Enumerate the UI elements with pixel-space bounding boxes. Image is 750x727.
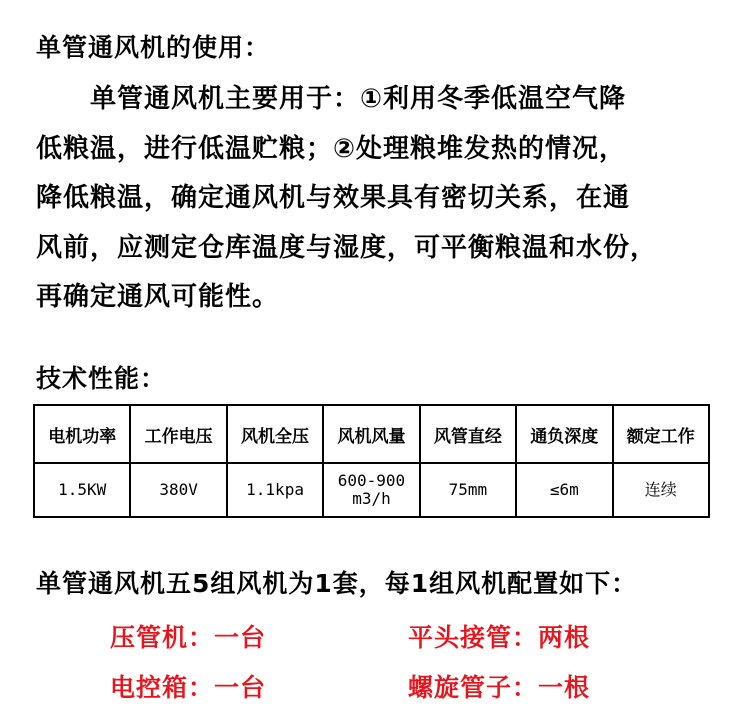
config-item-spiral-pipe: 螺旋管子：一根 xyxy=(408,673,591,702)
usage-line-1: 单管通风机主要用于：①利用冬季低温空气降 xyxy=(36,84,627,114)
header-rated-operation: 额定工作 xyxy=(613,405,709,463)
config-title: 单管通风机五5组风机为1套，每1组风机配置如下： xyxy=(36,569,638,598)
usage-title: 单管通风机的使用： xyxy=(36,33,271,62)
value-duct-diameter: 75mm xyxy=(420,463,516,517)
usage-line-4: 风前，应测定仓库温度与湿度，可平衡粮温和水份， xyxy=(36,233,658,263)
value-motor-power: 1.5KW xyxy=(34,463,130,517)
spec-table xyxy=(33,404,710,518)
value-working-voltage: 380V xyxy=(130,463,226,517)
usage-line-3: 降低粮温，确定通风机与效果具有密切关系，在通 xyxy=(36,183,631,213)
header-motor-power: 电机功率 xyxy=(34,405,130,463)
specs-title: 技术性能： xyxy=(36,364,167,393)
header-ventilation-depth: 通负深度 xyxy=(516,405,612,463)
value-ventilation-depth: ≤6m xyxy=(516,463,612,517)
header-air-volume: 风机风量 xyxy=(323,405,419,463)
config-item-flat-connector: 平头接管：两根 xyxy=(408,623,591,652)
value-total-pressure: 1.1kpa xyxy=(227,463,323,517)
config-item-control-box: 电控箱：一台 xyxy=(110,673,267,702)
usage-line-5: 再确定通风可能性。 xyxy=(36,282,280,312)
value-air-volume: 600-900 m3/h xyxy=(323,463,419,517)
spec-value-row xyxy=(34,463,709,517)
header-working-voltage: 工作电压 xyxy=(130,405,226,463)
config-item-press-machine: 压管机：一台 xyxy=(110,623,267,652)
spec-header-row xyxy=(34,405,709,463)
header-duct-diameter: 风管直经 xyxy=(420,405,516,463)
usage-line-2: 低粮温，进行低温贮粮；②处理粮堆发热的情况， xyxy=(36,134,627,164)
value-rated-operation: 连续 xyxy=(613,463,709,517)
header-total-pressure: 风机全压 xyxy=(227,405,323,463)
